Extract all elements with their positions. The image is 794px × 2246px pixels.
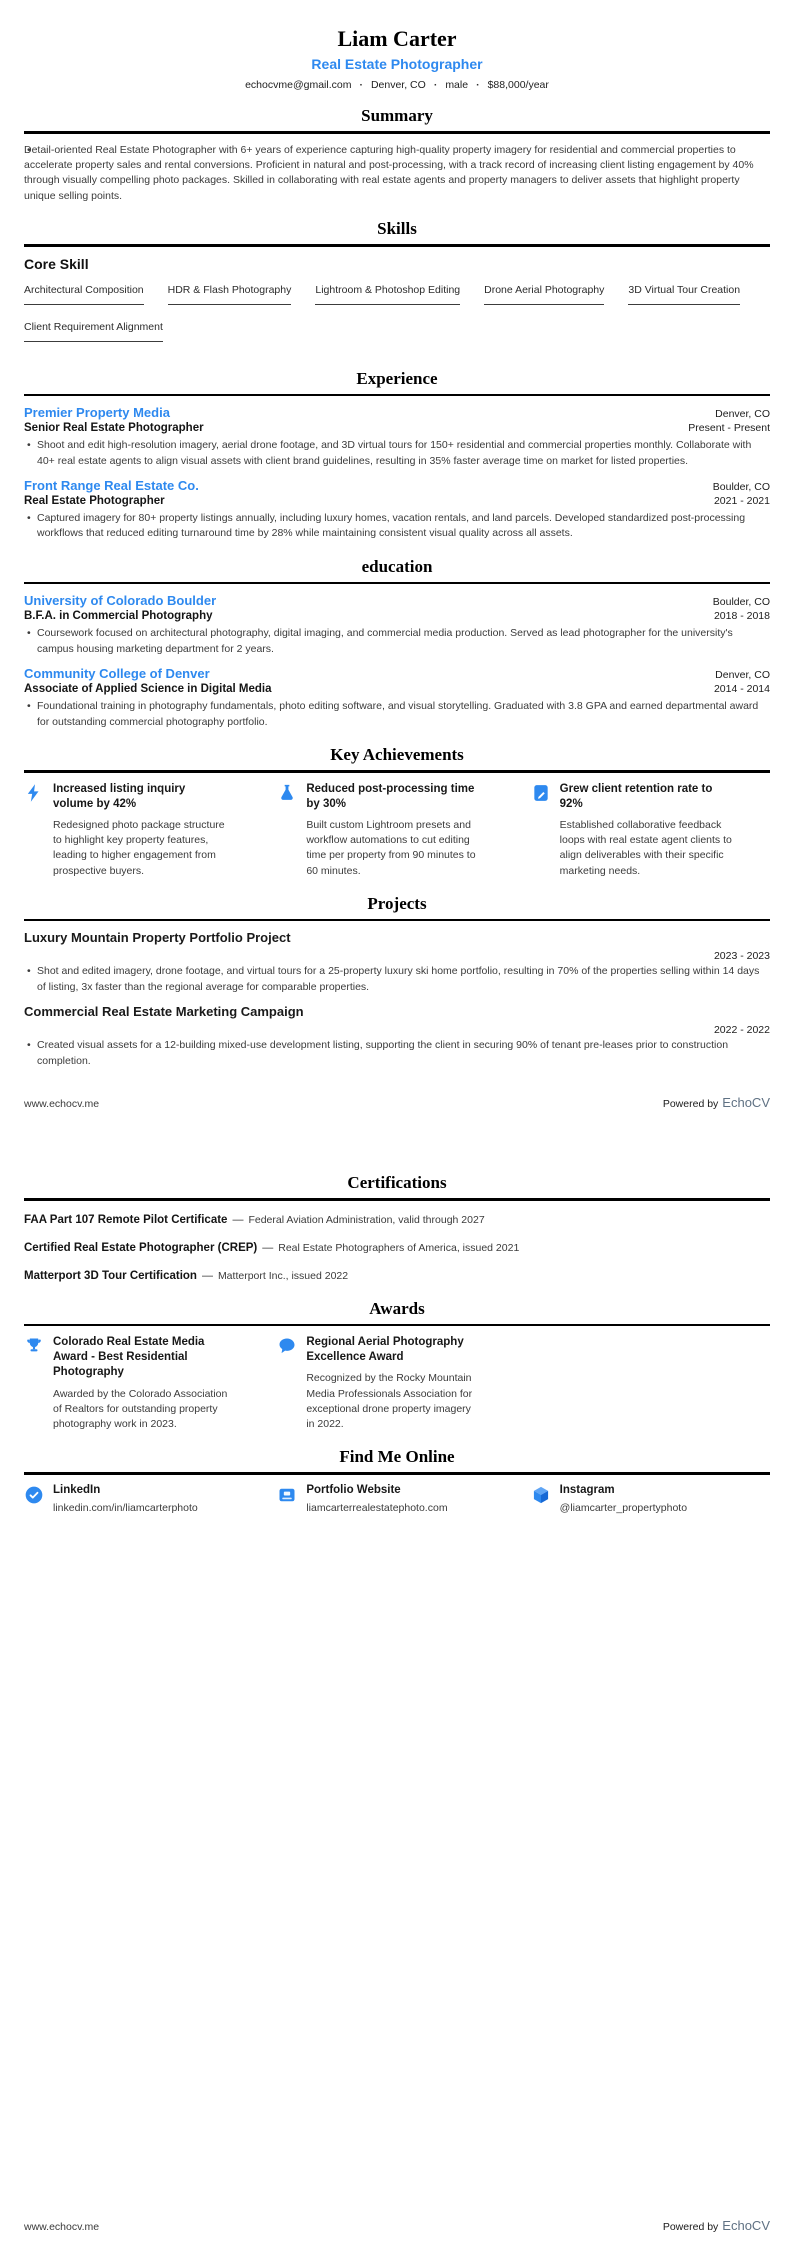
award-description: Awarded by the Colorado Association of Realtors for outstanding property photography work in 2023. bbox=[53, 1387, 228, 1430]
section-rule bbox=[24, 919, 770, 922]
project-entry bbox=[24, 930, 770, 995]
summary-heading: Summary bbox=[361, 106, 433, 125]
section-rule bbox=[24, 582, 770, 585]
degree-title: B.F.A. in Commercial Photography bbox=[24, 610, 213, 623]
achievement-title: Reduced post-processing time by 30% bbox=[306, 782, 475, 810]
company-name: Premier Property Media bbox=[24, 405, 170, 421]
certifications-heading: Certifications bbox=[347, 1173, 447, 1192]
summary-text: • Detail-oriented Real Estate Photographer with 6+ years of experience capturing high-quality property imagery for residential and commercial properties to accelerate property sales and rental conversions. Proficient in natural and post-processing, with a track record of increasing client listing engagement by 40% through visually compelling photo packages. Skilled in collaborating with real estate agents and property managers to deliver assets that highlight property unique selling points. bbox=[24, 143, 770, 205]
certification-name: FAA Part 107 Remote Pilot Certificate bbox=[24, 1213, 228, 1226]
experience-heading: Experience bbox=[356, 368, 438, 388]
experience-entry bbox=[24, 405, 770, 469]
achievements-section bbox=[24, 745, 770, 879]
award-card bbox=[277, 1335, 516, 1432]
dot-separator: · bbox=[433, 79, 438, 91]
experience-bullet: • Shoot and edit high-resolution imagery, aerial drone footage, and 3D virtual tours for 150+ residential and commercial properties monthly. Collaborate with 40+ real estate agents to align visual assets with client brand guidelines, resulting in 35% faster average time on market for listed properties. bbox=[24, 438, 770, 469]
role-title: Real Estate Photographer bbox=[24, 495, 165, 508]
section-rule bbox=[24, 770, 770, 773]
page-footer bbox=[24, 2218, 770, 2233]
certification-item bbox=[24, 1266, 770, 1284]
certification-name: Certified Real Estate Photographer (CREP) bbox=[24, 1241, 258, 1254]
links-heading: Find Me Online bbox=[339, 1447, 455, 1467]
contact-line bbox=[24, 79, 770, 91]
contact-gender: male bbox=[445, 79, 469, 91]
skills-list bbox=[24, 280, 770, 354]
link-label: Portfolio Website bbox=[306, 1483, 401, 1496]
skill-item: Drone Aerial Photography bbox=[484, 284, 604, 305]
section-rule bbox=[24, 394, 770, 397]
section-rule bbox=[24, 1472, 770, 1475]
award-title: Regional Aerial Photography Excellence Award bbox=[306, 1336, 464, 1364]
award-description: Recognized by the Rocky Mountain Media Professionals Association for exceptional drone property imagery in 2022. bbox=[306, 1372, 473, 1430]
achievement-card bbox=[277, 782, 516, 879]
achievements-heading: Key Achievements bbox=[330, 745, 464, 765]
trophy-icon bbox=[24, 1336, 44, 1356]
section-rule bbox=[24, 131, 770, 134]
award-title: Colorado Real Estate Media Award - Best Residential Photography bbox=[53, 1336, 205, 1379]
role-dates: 2021 - 2021 bbox=[713, 495, 770, 508]
links-section bbox=[24, 1447, 770, 1514]
clipboard-pen-icon bbox=[531, 783, 551, 803]
degree-dates: 2018 - 2018 bbox=[713, 610, 770, 623]
project-bullet: • Shot and edited imagery, drone footage, and virtual tours for a 25-property luxury ski home portfolio, resulting in 70% of the properties selling within 14 days of listing, 3x faster than the regional average for comparable properties. bbox=[24, 964, 770, 995]
footer-brand-link[interactable]: EchoCV bbox=[722, 1095, 770, 1110]
education-entry bbox=[24, 593, 770, 657]
skills-section bbox=[24, 219, 770, 354]
dash-separator: — bbox=[201, 1269, 213, 1282]
achievement-card bbox=[531, 782, 770, 879]
school-location: Boulder, CO bbox=[712, 596, 770, 609]
awards-section bbox=[24, 1299, 770, 1433]
achievement-title: Grew client retention rate to 92% bbox=[559, 782, 713, 810]
section-rule bbox=[24, 1198, 770, 1201]
section-rule bbox=[24, 244, 770, 247]
certification-detail: Matterport Inc., issued 2022 bbox=[217, 1269, 349, 1282]
footer-powered-by: Powered by EchoCV bbox=[662, 1095, 770, 1110]
company-name: Front Range Real Estate Co. bbox=[24, 478, 199, 494]
certification-item bbox=[24, 1210, 770, 1228]
skill-item: Lightroom & Photoshop Editing bbox=[315, 284, 460, 305]
role-dates: Present - Present bbox=[688, 422, 770, 435]
projects-heading: Projects bbox=[367, 893, 427, 913]
certification-detail: Real Estate Photographers of America, issued 2021 bbox=[278, 1241, 520, 1254]
certification-item bbox=[24, 1238, 770, 1256]
link-label: Instagram bbox=[559, 1483, 615, 1496]
link-label: LinkedIn bbox=[53, 1483, 101, 1496]
link-value[interactable]: liamcarterrealestatephoto.com bbox=[306, 1501, 448, 1514]
experience-bullet: • Captured imagery for 80+ property listings annually, including luxury homes, vacation rentals, and land parcels. Developed standardized post-processing workflows that reduced editing turnaround time by 28% while maintaining consistent visual quality across all assets. bbox=[24, 511, 770, 542]
dot-separator: · bbox=[359, 79, 363, 91]
link-card bbox=[531, 1484, 770, 1514]
browser-window-icon bbox=[277, 1485, 297, 1505]
skill-item: Client Requirement Alignment bbox=[24, 321, 163, 342]
education-section bbox=[24, 557, 770, 730]
education-heading: education bbox=[361, 556, 433, 576]
footer-powered-by: Powered by EchoCV bbox=[662, 2218, 770, 2233]
achievement-description: Redesigned photo package structure to highlight key property features, leading to higher engagement from prospective buyers. bbox=[53, 818, 225, 877]
company-location: Denver, CO bbox=[715, 408, 770, 421]
certification-name: Matterport 3D Tour Certification bbox=[24, 1269, 197, 1282]
page-footer bbox=[24, 1095, 770, 1110]
award-card bbox=[24, 1335, 263, 1432]
speech-bubble-icon bbox=[277, 1336, 297, 1356]
school-location: Denver, CO bbox=[715, 669, 770, 682]
experience-entry bbox=[24, 478, 770, 542]
projects-section bbox=[24, 894, 770, 1069]
achievement-card bbox=[24, 782, 263, 879]
skill-item: HDR & Flash Photography bbox=[168, 284, 292, 305]
contact-salary: $88,000/year bbox=[487, 79, 549, 91]
package-cube-icon bbox=[531, 1485, 551, 1505]
link-value[interactable]: @liamcarter_propertyphoto bbox=[559, 1501, 688, 1514]
achievement-description: Established collaborative feedback loops with real estate agent clients to align deliverables with their specific marketing needs. bbox=[559, 818, 732, 877]
school-name: Community College of Denver bbox=[24, 666, 210, 682]
education-entry bbox=[24, 666, 770, 730]
link-card bbox=[277, 1484, 516, 1514]
project-title: Commercial Real Estate Marketing Campaign bbox=[24, 1004, 304, 1020]
education-bullet: • Coursework focused on architectural photography, digital imaging, and commercial media production. Served as lead photographer for the university's campus housing marketing department for 2 years. bbox=[24, 626, 770, 657]
summary-section bbox=[24, 106, 770, 204]
skills-heading: Skills bbox=[377, 219, 417, 239]
achievement-title: Increased listing inquiry volume by 42% bbox=[53, 782, 186, 810]
link-card bbox=[24, 1484, 263, 1514]
project-bullet: • Created visual assets for a 12-building mixed-use development listing, supporting the client in securing 90% of tenant pre-leases prior to construction completion. bbox=[24, 1038, 770, 1069]
contact-email[interactable]: echocvme@gmail.com bbox=[245, 79, 352, 91]
skills-group-title: Core Skill bbox=[24, 255, 89, 272]
link-value[interactable]: linkedin.com/in/liamcarterphoto bbox=[53, 1501, 198, 1514]
dash-separator: — bbox=[232, 1213, 244, 1226]
footer-brand-link[interactable]: EchoCV bbox=[722, 2218, 770, 2233]
contact-location: Denver, CO bbox=[370, 79, 426, 91]
company-location: Boulder, CO bbox=[712, 481, 770, 494]
award-card-empty bbox=[531, 1335, 770, 1432]
check-circle-icon bbox=[24, 1485, 44, 1505]
project-dates: 2022 - 2022 bbox=[713, 1024, 770, 1037]
project-entry bbox=[24, 1004, 770, 1069]
footer-site-link[interactable]: www.echocv.me bbox=[24, 2221, 100, 2233]
degree-title: Associate of Applied Science in Digital Media bbox=[24, 683, 272, 696]
project-title: Luxury Mountain Property Portfolio Project bbox=[24, 930, 291, 946]
dot-separator: · bbox=[476, 79, 480, 91]
school-name: University of Colorado Boulder bbox=[24, 593, 217, 609]
section-rule bbox=[24, 1324, 770, 1327]
footer-site-link[interactable]: www.echocv.me bbox=[24, 1098, 100, 1110]
flask-icon bbox=[277, 783, 297, 803]
dash-separator: — bbox=[262, 1241, 274, 1254]
resume-page-2 bbox=[0, 1123, 794, 2246]
experience-section bbox=[24, 369, 770, 542]
project-dates: 2023 - 2023 bbox=[713, 950, 770, 963]
awards-heading: Awards bbox=[369, 1298, 425, 1318]
skill-item: 3D Virtual Tour Creation bbox=[628, 284, 740, 305]
skill-item: Architectural Composition bbox=[24, 284, 144, 305]
education-bullet: • Foundational training in photography fundamentals, photo editing software, and visual storytelling. Graduated with 3.8 GPA and earned departmental award for outstanding commercial photography portfolio. bbox=[24, 699, 770, 730]
lightning-bolt-icon bbox=[24, 783, 44, 803]
certification-detail: Federal Aviation Administration, valid through 2027 bbox=[248, 1213, 485, 1226]
achievement-description: Built custom Lightroom presets and workflow automations to cut editing time per property from 90 minutes to 60 minutes. bbox=[306, 818, 476, 877]
certifications-section bbox=[24, 1173, 770, 1284]
person-job-title: Real Estate Photographer bbox=[311, 56, 483, 72]
person-name: Liam Carter bbox=[337, 26, 457, 51]
role-title: Senior Real Estate Photographer bbox=[24, 422, 204, 435]
degree-dates: 2014 - 2014 bbox=[713, 683, 770, 696]
